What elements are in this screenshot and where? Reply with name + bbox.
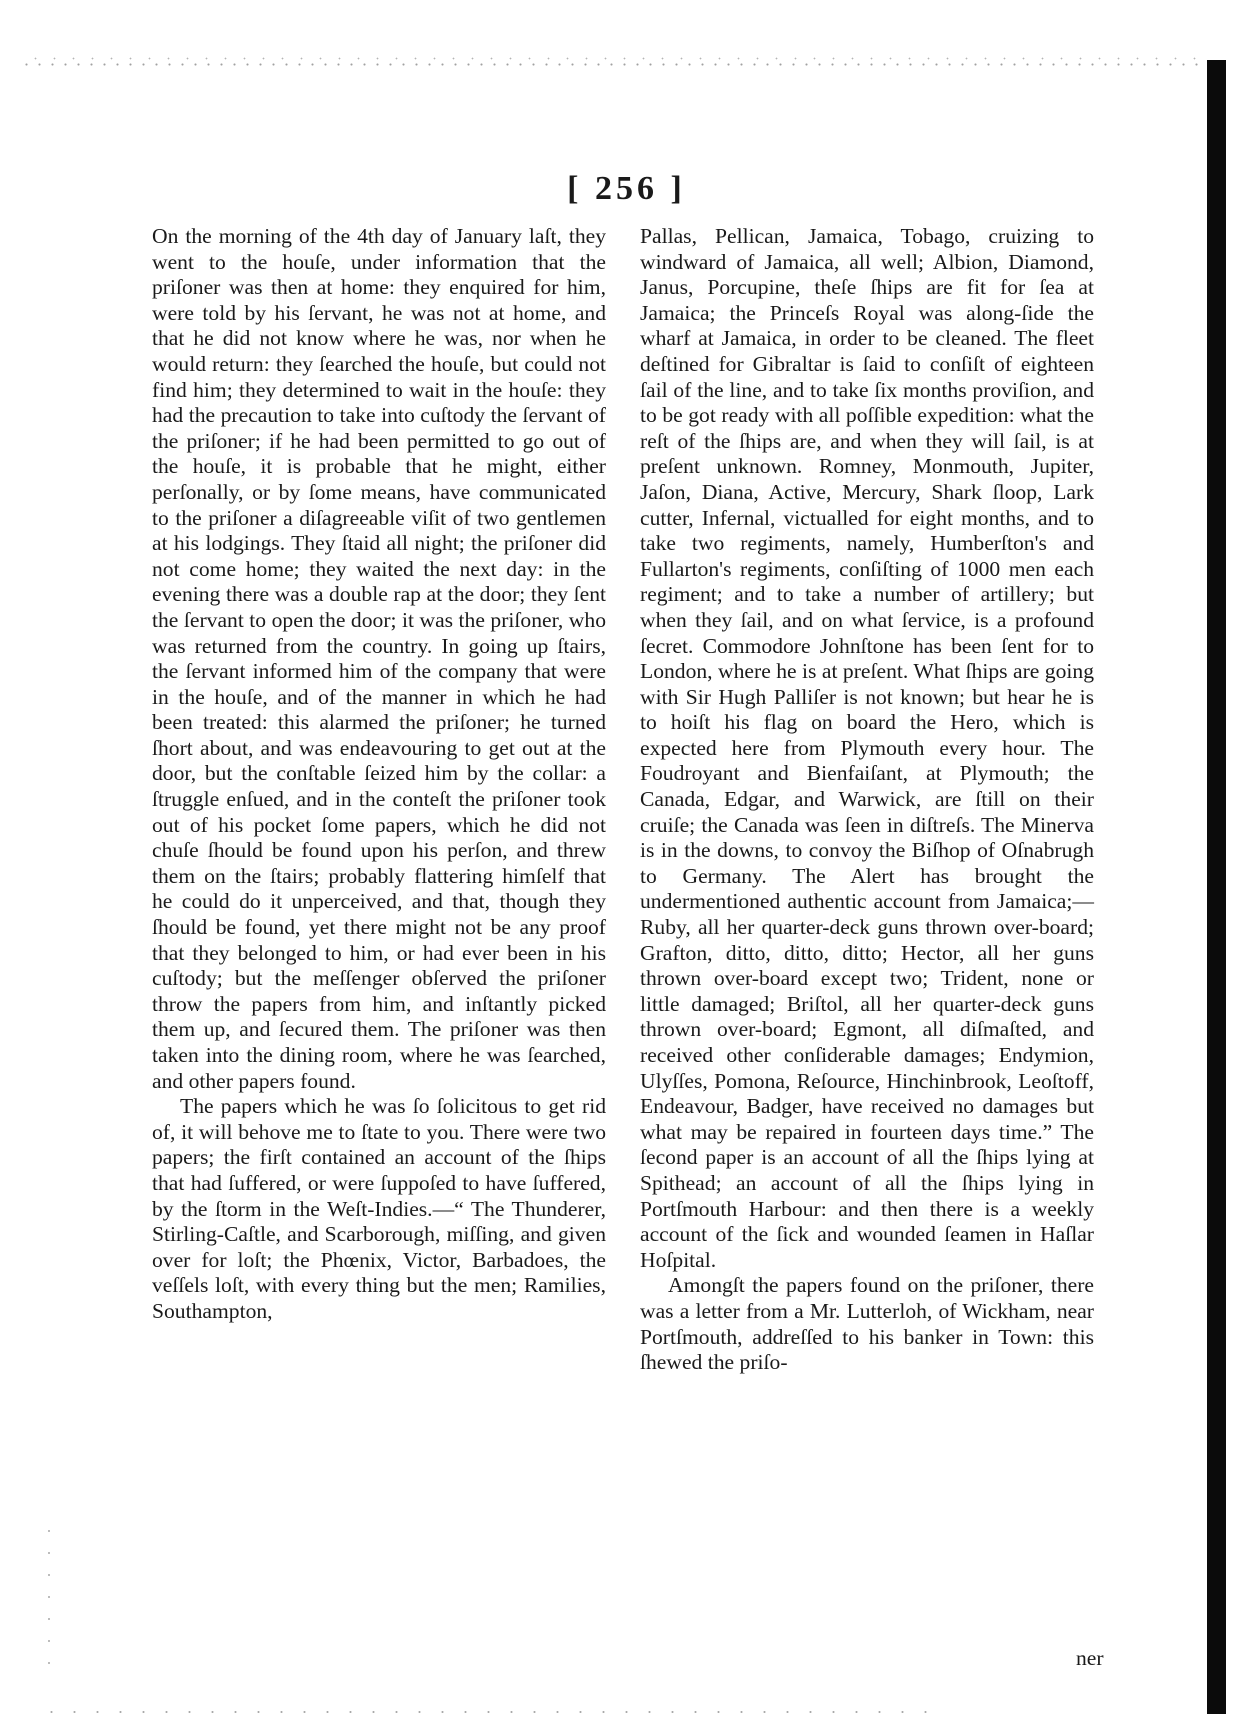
scan-speckle-left <box>46 1520 52 1670</box>
paragraph: Pallas, Pellican, Jamaica, Tobago, cruizing to windward of Jamaica, all well; Albion, Diamond, Janus, Porcupine, theſe ſhips are fit for ſea at Jamaica; the Princeſs Royal was along-ſide the wharf at Jamaica, in order to be cleaned. The fleet deſtined for Gibraltar is ſaid to conſiſt of eighteen ſail of the line, and to take ſix months proviſion, and to be got ready with all poſſible expedition: what the reſt of the ſhips are, and when they will ſail, is at preſent unknown. Romney, Monmouth, Jupiter, Jaſon, Diana, Active, Mercury, Shark ſloop, Lark cutter, Infernal, victualled for eight months, and to take two regiments, namely, Humberſton's and Fullarton's regiments, conſiſting of 1000 men each regiment; and to take a number of artillery; but when they ſail, and on what ſervice, is a profound ſecret. Commodore Johnſtone has been ſent for to London, where he is at preſent. What ſhips are going with Sir Hugh Palliſer is not known; but hear he is to hoiſt his flag on board the Hero, which is expected here from Plymouth every hour. The Foudroyant and Bienfaiſant, at Plymouth; the Canada, Edgar, and Warwick, are ſtill on their cruiſe; the Canada was ſeen in diſtreſs. The Minerva is in the downs, to convoy the Biſhop of Oſnabrugh to Germany. The Alert has brought the undermentioned authentic account from Jamaica;—Ruby, all her quarter-deck guns thrown over-board; Grafton, ditto, ditto, ditto; Hector, all her guns thrown over-board except two; Trident, none or little damaged; Briſtol, all her quarter-deck guns thrown over-board; Egmont, all diſmaſted, and received other conſiderable damages; Endymion, Ulyſſes, Pomona, Reſource, Hinchinbrook, Leoſtoff, Endeavour, Badger, have received no damages but what may be repaired in fourteen days time.” The ſecond paper is an account of all the ſhips lying at Spithead; an account of all the ſhips lying in Portſmouth Harbour: and then there is a weekly account of the ſick and wounded ſeamen in Haſlar Hoſpital. <box>640 224 1094 1272</box>
catchword: ner <box>1076 1646 1104 1670</box>
paragraph: On the morning of the 4th day of January laſt, they went to the houſe, under information that the priſoner was then at home: they enquired for him, were told by his ſervant, he was not at home, and that he did not know where he was, nor when he would return: they ſearched the houſe, but could not find him; they determined to wait in the houſe: they had the precaution to take into cuſtody the ſervant of the priſoner; if he had been permitted to go out of the houſe, it is probable that he might, either perſonally, or by ſome means, have communicated to the priſoner a diſagreeable viſit of two gentlemen at his lodgings. They ſtaid all night; the priſoner did not come home; they waited the next day: in the evening there was a double rap at the door; they ſent the ſervant to open the door; it was the priſoner, who was returned from the country. In going up ſtairs, the ſervant informed him of the company that were in the houſe, and of the manner in which he had been treated: this alarmed the priſoner; he turned ſhort about, and was endeavouring to get out at the door, but the conſtable ſeized him by the collar: a ſtruggle enſued, and in the conteſt the priſoner took out of his pocket ſome papers, which he did not chuſe ſhould be found upon his perſon, and threw them on the ſtairs; probably flattering himſelf that he could do it unperceived, and that, though they ſhould be found, yet there might not be any proof that they belonged to him, or had ever been in his cuſtody; but the meſſenger obſerved the priſoner throw the papers from him, and inſtantly picked them up, and ſecured them. The priſoner was then taken into the dining room, where he was ſearched, and other papers found. <box>152 224 606 1093</box>
paragraph: Amongſt the papers found on the priſoner, there was a letter from a Mr. Lutterloh, of Wickham, near Portſmouth, addreſſed to his banker in Town: this ſhewed the priſo- <box>640 1273 1094 1375</box>
page-number: [ 256 ] <box>567 170 686 207</box>
scan-speckle-top <box>20 48 1200 78</box>
right-column <box>640 224 1094 1376</box>
scan-binding-shadow <box>1207 60 1226 1714</box>
paragraph: The papers which he was ſo ſolicitous to get rid of, it will behove me to ſtate to you. There were two papers; the firſt contained an account of the ſhips that had ſuffered, or were ſuppoſed to have ſuffered, by the ſtorm in the Weſt-Indies.—“ The Thunderer, Stirling-Caſtle, and Scarborough, miſſing, and given over for loſt; the Phœnix, Victor, Barbadoes, the veſſels loſt, with every thing but the men; Ramilies, Southampton, <box>152 1094 606 1323</box>
scan-speckle-bottom <box>40 1702 940 1718</box>
left-column <box>152 224 606 1325</box>
